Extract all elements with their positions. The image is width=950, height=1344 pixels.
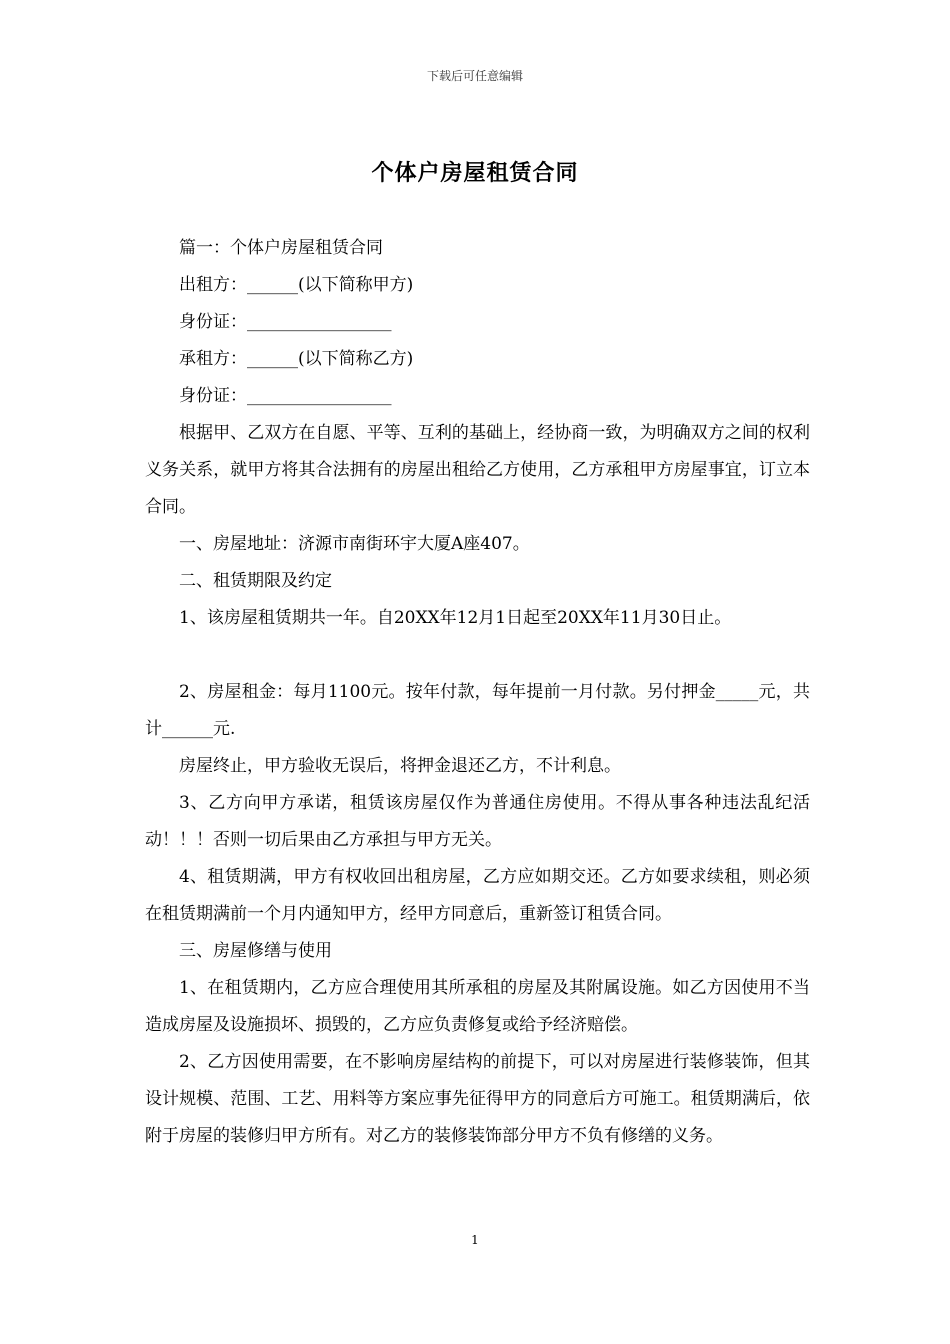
paragraph-lessor: 出租方：______(以下简称甲方)	[179, 275, 414, 295]
paragraph-lessor-id: 身份证：_________________	[179, 312, 392, 332]
paragraph-term-1: 1、该房屋租赁期共一年。自20XX年12月1日起至20XX年11月30日止。	[179, 608, 732, 628]
document-title: 个体户房屋租赁合同	[371, 160, 579, 186]
paragraph-repair-heading: 三、房屋修缮与使用	[179, 941, 332, 961]
paragraph-term-2: 2、房屋租金：每月1100元。按年付款，每年提前一月付款。另付押金_____元，共计______元.	[145, 682, 810, 739]
paragraph-term-heading: 二、租赁期限及约定	[179, 571, 332, 591]
paragraph-deposit-return: 房屋终止，甲方验收无误后，将押金退还乙方，不计利息。	[179, 756, 621, 776]
document-body	[145, 230, 810, 1155]
paragraph-term-4: 4、租赁期满，甲方有权收回出租房屋，乙方应如期交还。乙方如要求续租，则必须在租赁期满前一个月内通知甲方，经甲方同意后，重新签订租赁合同。	[145, 867, 810, 924]
paragraph-term-3: 3、乙方向甲方承诺，租赁该房屋仅作为普通住房使用。不得从事各种违法乱纪活动！！！否则一切后果由乙方承担与甲方无关。	[145, 793, 810, 850]
paragraph-address: 一、房屋地址：济源市南街环宇大厦A座407。	[179, 534, 530, 554]
paragraph-lessee-id: 身份证：_________________	[179, 386, 392, 406]
paragraph-repair-1: 1、在租赁期内，乙方应合理使用其所承租的房屋及其附属设施。如乙方因使用不当造成房屋及设施损坏、损毁的，乙方应负责修复或给予经济赔偿。	[145, 978, 810, 1035]
paragraph-lessee: 承租方：______(以下简称乙方)	[179, 349, 414, 369]
paragraph-section-heading: 篇一：个体户房屋租赁合同	[179, 238, 383, 258]
header-note: 下载后可任意编辑	[426, 69, 523, 83]
paragraph-preamble: 根据甲、乙双方在自愿、平等、互利的基础上，经协商一致，为明确双方之间的权利义务关系，就甲方将其合法拥有的房屋出租给乙方使用，乙方承租甲方房屋事宜，订立本合同。	[145, 423, 810, 517]
page-number: 1	[471, 1233, 479, 1247]
paragraph-repair-2: 2、乙方因使用需要，在不影响房屋结构的前提下，可以对房屋进行装修装饰，但其设计规模、范围、工艺、用料等方案应事先征得甲方的同意后方可施工。租赁期满后，依附于房屋的装修归甲方所有。对乙方的装修装饰部分甲方不负有修缮的义务。	[145, 1052, 810, 1146]
